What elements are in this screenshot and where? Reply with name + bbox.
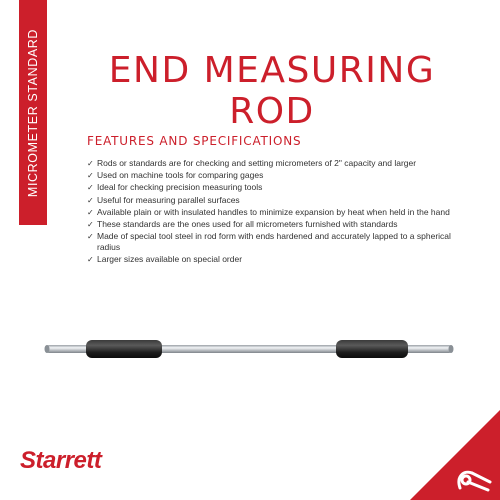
check-mark-icon: ✓ xyxy=(87,207,94,217)
feature-item xyxy=(87,254,472,265)
feature-item xyxy=(87,207,472,218)
feature-item xyxy=(87,195,472,206)
rod-end-right xyxy=(449,345,454,353)
starrett-logo: Starrett xyxy=(20,447,102,474)
check-mark-icon: ✓ xyxy=(87,195,94,205)
check-mark-icon: ✓ xyxy=(87,232,94,242)
feature-item xyxy=(87,158,472,169)
side-banner-label xyxy=(19,0,47,225)
feature-item xyxy=(87,219,472,230)
feature-item xyxy=(87,182,472,193)
feature-text: Ideal for checking precision measuring tools xyxy=(97,182,263,193)
side-banner-text: MICROMETER STANDARD xyxy=(26,28,40,197)
feature-text: Used on machine tools for comparing gages xyxy=(97,170,264,181)
feature-item xyxy=(87,231,472,253)
check-mark-icon: ✓ xyxy=(87,171,94,181)
insulated-handle-right xyxy=(336,340,408,358)
check-mark-icon: ✓ xyxy=(87,219,94,229)
rod-end-left xyxy=(45,345,50,353)
feature-text: Rods or standards are for checking and setting micrometers of 2" capacity and larger xyxy=(97,158,417,168)
check-mark-icon: ✓ xyxy=(87,159,94,168)
micrometer-icon xyxy=(410,410,500,500)
feature-text: Larger sizes available on special order xyxy=(97,254,243,265)
feature-text: Available plain or with insulated handles to minimize expansion by heat when held in the hand xyxy=(97,206,450,217)
insulated-handle-left xyxy=(86,340,162,358)
check-mark-icon: ✓ xyxy=(87,183,94,193)
measuring-rod-image xyxy=(44,335,454,363)
feature-item xyxy=(87,170,472,181)
page-title xyxy=(62,50,482,132)
features-list xyxy=(87,158,472,267)
feature-text: Useful for measuring parallel surfaces xyxy=(97,194,240,205)
title-line-2: ROD xyxy=(229,91,315,132)
title-line-1: END MEASURING xyxy=(108,50,436,91)
feature-text: These standards are the ones used for all micrometers furnished with standards xyxy=(97,218,398,229)
feature-text: Made of special tool steel in rod form with ends hardened and accurately lapped to a spherical radius xyxy=(97,231,451,253)
section-heading: FEATURES AND SPECIFICATIONS xyxy=(87,134,302,148)
check-mark-icon: ✓ xyxy=(87,255,94,265)
